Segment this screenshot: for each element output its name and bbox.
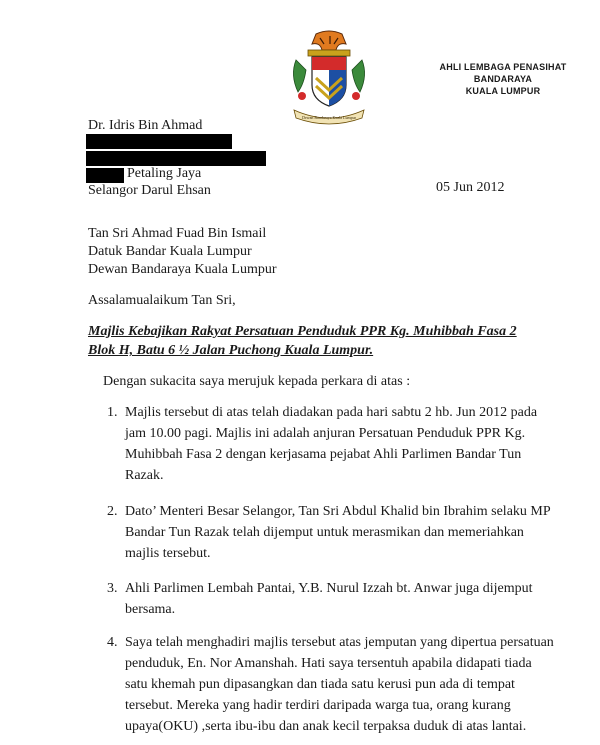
paragraph-line: satu khemah pun dipasangkan dan tiada satu kerusi pun ada di tempat	[125, 677, 515, 692]
paragraph-line: majlis tersebut.	[125, 546, 211, 561]
paragraph-line: Saya telah menghadiri majlis tersebut atas jemputan yang dipertua persatuan	[125, 635, 554, 650]
paragraph-line: Ahli Parlimen Lembah Pantai, Y.B. Nurul Izzah bt. Anwar juga dijemput	[125, 581, 533, 596]
paragraph-line: Bandar Tun Razak telah dijemput untuk merasmikan dan memeriahkan	[125, 525, 524, 540]
paragraph-line: Majlis tersebut di atas telah diadakan pada hari sabtu 2 hb. Jun 2012 pada	[125, 405, 538, 420]
sender-state: Selangor Darul Ehsan	[88, 183, 211, 198]
redacted-address-line3	[86, 168, 124, 183]
sender-name: Dr. Idris Bin Ahmad	[88, 118, 203, 133]
redacted-address-line2	[86, 151, 266, 166]
redacted-address-line1	[86, 134, 232, 149]
intro-paragraph: Dengan sukacita saya merujuk kepada perkara di atas :	[103, 374, 411, 389]
letter-subject	[88, 322, 548, 360]
council-title	[418, 61, 588, 97]
item-paragraph-1	[125, 402, 565, 486]
paragraph-line: Razak.	[125, 468, 164, 483]
paragraph-line: jam 10.00 pagi. Majlis ini adalah anjuran Persatuan Penduduk PPR Kg.	[125, 426, 526, 441]
item-number: 4.	[107, 635, 118, 650]
salutation: Assalamualaikum Tan Sri,	[88, 293, 236, 308]
paragraph-line: bersama.	[125, 602, 176, 617]
city-hall-crest-logo	[286, 30, 372, 130]
item-paragraph-2	[125, 501, 565, 564]
paragraph-line: penduduk, En. Nor Amanshah. Hati saya tersentuh apabila didapati tiada	[125, 656, 532, 671]
paragraph-line: Muhibbah Fasa 2 dengan kerjasama pejabat Ahli Parlimen Bandar Tun	[125, 447, 522, 462]
item-paragraph-4	[125, 632, 565, 737]
council-title-line1: AHLI LEMBAGA PENASIHAT BANDARAYA	[439, 62, 567, 84]
recipient-line1: Tan Sri Ahmad Fuad Bin Ismail	[88, 226, 267, 241]
recipient-line2: Datuk Bandar Kuala Lumpur	[88, 244, 252, 259]
item-number: 1.	[107, 405, 118, 420]
paragraph-line: tersebut. Mereka yang hadir terdiri daripada warga tua, orang kurang	[125, 698, 511, 713]
recipient-line3: Dewan Bandaraya Kuala Lumpur	[88, 262, 277, 277]
council-title-line2: KUALA LUMPUR	[465, 86, 541, 96]
item-number: 2.	[107, 504, 118, 519]
letter-date: 05 Jun 2012	[436, 180, 505, 195]
item-paragraph-3	[125, 578, 565, 620]
sender-city: Petaling Jaya	[127, 166, 202, 181]
subject-line2: Blok H, Batu 6 ½ Jalan Puchong Kuala Lumpur.	[88, 343, 374, 358]
paragraph-line: upaya(OKU) ,serta ibu-ibu dan anak kecil terpaksa duduk di atas lantai.	[125, 719, 527, 734]
item-number: 3.	[107, 581, 118, 596]
subject-line1: Majlis Kebajikan Rakyat Persatuan Penduduk PPR Kg. Muhibbah Fasa 2	[88, 324, 517, 339]
paragraph-line: Dato’ Menteri Besar Selangor, Tan Sri Abdul Khalid bin Ibrahim selaku MP	[125, 504, 551, 519]
svg-text:Dewan Bandaraya Kuala Lumpur: Dewan Bandaraya Kuala Lumpur	[302, 115, 356, 120]
